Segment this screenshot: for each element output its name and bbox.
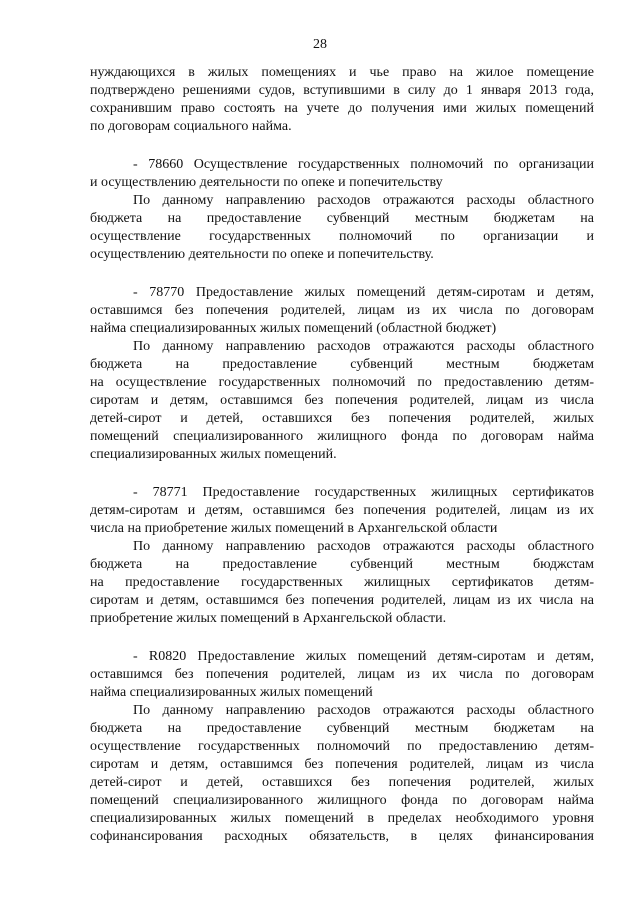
text-line: сиротам и детям, оставшимся без попечения родителей, лицам из числа: [90, 393, 594, 408]
text-line: бюджета на предоставление субвенций местным бюджетам: [90, 357, 594, 372]
text-line: По данному направлению расходов отражаются расходы областного: [133, 193, 594, 208]
text-line: софинансирования расходных обязательств, в целях финансирования: [90, 829, 594, 844]
text-line: бюджета на предоставление субвенций местным бюджетам на: [90, 211, 594, 226]
text-line: специализированных жилых помещений в пределах необходимого уровня: [90, 811, 594, 826]
text-line: По данному направлению расходов отражаются расходы областного: [133, 703, 594, 718]
text-line: и осуществлению деятельности по опеке и попечительству: [90, 175, 443, 190]
text-line: сохранившим право состоять на учете до получения ими жилых помещений: [90, 101, 594, 116]
text-line: - 78770 Предоставление жилых помещений детям-сиротам и детям,: [133, 285, 594, 300]
text-line: специализированных жилых помещений.: [90, 447, 337, 462]
page-number: 28: [313, 37, 327, 52]
text-line: помещений специализированного жилищного фонда по договорам найма: [90, 793, 594, 808]
text-line: приобретение жилых помещений в Архангельской области.: [90, 611, 447, 626]
text-line: помещений специализированного жилищного фонда по договорам найма: [90, 429, 594, 444]
text-line: бюджета на предоставление субвенций местным бюджстам: [90, 557, 594, 572]
document-body: [90, 64, 594, 846]
text-line: осуществлению деятельности по опеке и попечительству.: [90, 247, 434, 262]
text-line: детям-сиротам и детям, оставшимся без попечения родителей, лицам из их: [90, 503, 594, 518]
text-section: [90, 648, 594, 846]
text-line: детей-сирот и детей, оставшихся без попечения родителей, жилых: [90, 411, 594, 426]
text-section: [90, 64, 594, 136]
paragraph-gap: [90, 464, 594, 484]
text-section: [90, 156, 594, 264]
text-line: сиротам и детям, оставшимся без попечения родителей, лицам из их числа на: [90, 593, 594, 608]
text-line: - 78660 Осуществление государственных полномочий по организации: [133, 157, 594, 172]
paragraph-gap: [90, 628, 594, 648]
text-line: оставшимся без попечения родителей, лицам из их числа по договорам: [90, 667, 594, 682]
paragraph-gap: [90, 136, 594, 156]
text-line: подтверждено решениями судов, вступившими в силу до 1 января 2013 года,: [90, 83, 594, 98]
paragraph-gap: [90, 264, 594, 284]
text-line: - R0820 Предоставление жилых помещений детям-сиротам и детям,: [133, 649, 594, 664]
text-line: детей-сирот и детей, оставшихся без попечения родителей, жилых: [90, 775, 594, 790]
text-line: осуществление государственных полномочий по организации и: [90, 229, 594, 244]
text-line: бюджета на предоставление субвенций местным бюджетам на: [90, 721, 594, 736]
text-section: [90, 484, 594, 628]
text-section: [90, 284, 594, 464]
text-line: По данному направлению расходов отражаются расходы областного: [133, 339, 594, 354]
text-line: на предоставление государственных жилищных сертификатов детям-: [90, 575, 594, 590]
text-line: нуждающихся в жилых помещениях и чье право на жилое помещение: [90, 65, 594, 80]
text-line: По данному направлению расходов отражаются расходы областного: [133, 539, 594, 554]
text-line: найма специализированных жилых помещений: [90, 685, 373, 700]
text-line: на осуществление государственных полномочий по предоставлению детям-: [90, 375, 594, 390]
text-line: - 78771 Предоставление государственных жилищных сертификатов: [133, 485, 594, 500]
text-line: найма специализированных жилых помещений (областной бюджет): [90, 321, 497, 336]
text-line: осуществление государственных полномочий по предоставлению детям-: [90, 739, 594, 754]
text-line: числа на приобретение жилых помещений в Архангельской области: [90, 521, 498, 536]
text-line: по договорам социального найма.: [90, 119, 292, 134]
text-line: сиротам и детям, оставшимся без попечения родителей, лицам из числа: [90, 757, 594, 772]
text-line: оставшимся без попечения родителей, лицам из их числа по договорам: [90, 303, 594, 318]
